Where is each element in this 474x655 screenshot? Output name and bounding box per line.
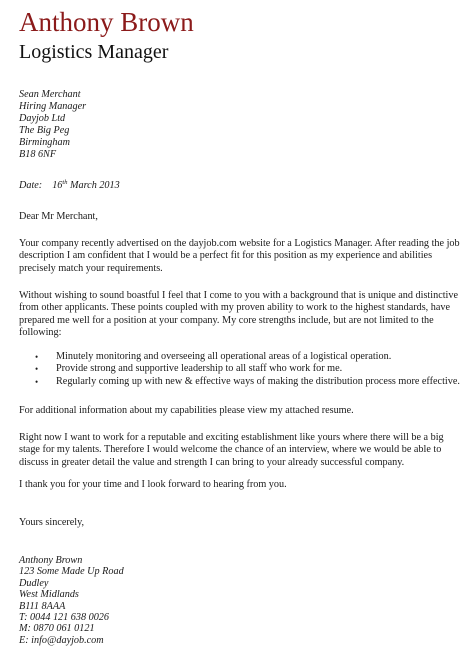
date-month-year: March 2013: [67, 180, 120, 191]
sender-details: [19, 555, 124, 646]
date-day: 16: [52, 180, 63, 191]
paragraph-strengths: [19, 290, 463, 340]
recipient-line: Sean Merchant: [19, 89, 81, 100]
paragraph-line: Without wishing to sound boastful I feel that I come to you with a background that is unique and distinctive: [19, 290, 458, 301]
paragraph-resume: [19, 405, 463, 417]
sender-line: T: 0044 121 638 0026: [19, 612, 109, 624]
list-item: [19, 351, 460, 363]
recipient-line: B18 6NF: [19, 149, 57, 160]
date-label: Date:: [19, 180, 43, 191]
closing: Yours sincerely,: [19, 517, 85, 528]
list-item: [19, 363, 460, 375]
sender-line: B111 8AAA: [19, 600, 66, 612]
recipient-line: Birmingham: [19, 137, 70, 148]
recipient-line: The Big Peg: [19, 125, 70, 136]
letter-date: [19, 177, 120, 192]
paragraph-line: Your company recently advertised on the dayjob.com website for a Logistics Manager. After reading the job: [19, 238, 460, 249]
list-item: [19, 376, 460, 388]
paragraph-line: precisely match your requirements.: [19, 262, 163, 274]
sender-line: E: info@dayjob.com: [19, 634, 104, 646]
paragraph-line: I thank you for your time and I look forward to hearing from you.: [19, 479, 287, 490]
paragraph-line: For additional information about my capabilities please view my attached resume.: [19, 405, 354, 416]
paragraph-thanks: [19, 479, 463, 491]
bullet-icon: •: [35, 376, 39, 387]
paragraph-line: Right now I want to work for a reputable and exciting establishment like yours where there will be a big: [19, 432, 444, 443]
recipient-line: Dayjob Ltd: [19, 113, 66, 124]
applicant-name: Anthony Brown: [19, 7, 194, 37]
strengths-list: [19, 351, 460, 388]
date-suffix: th: [62, 179, 68, 186]
sender-line: M: 0870 061 0121: [19, 623, 95, 635]
sender-line: 123 Some Made Up Road: [19, 566, 124, 578]
recipient-line: Hiring Manager: [19, 101, 87, 112]
paragraph-line: stage for my talents. Therefore I would welcome the chance of an interview, where we would be able to: [19, 444, 442, 456]
list-item-text: Provide strong and supportive leadership to all staff who work for me.: [56, 363, 343, 375]
sender-line: Anthony Brown: [19, 555, 83, 566]
sender-line: Dudley: [19, 577, 49, 589]
salutation: Dear Mr Merchant,: [19, 211, 98, 222]
list-item-text: Minutely monitoring and overseeing all operational areas of a logistical operation.: [56, 351, 392, 362]
paragraph-line: description I am confident that I would be a perfect fit for this position as my experience and abilities: [19, 250, 433, 262]
paragraph-line: prepared me well for a position at your company. My core strengths include, but are not limited to the: [19, 314, 434, 326]
paragraph-line: following:: [19, 327, 62, 339]
applicant-role: Logistics Manager: [19, 41, 169, 63]
list-item-text: Regularly coming up with new & effective ways of making the distribution process more effective.: [56, 375, 460, 387]
paragraph-intro: [19, 238, 463, 275]
bullet-icon: •: [35, 364, 39, 375]
paragraph-interview: [19, 432, 463, 469]
paragraph-line: discuss in greater detail the value and strength I can bring to your already successful company.: [19, 456, 405, 468]
paragraph-line: from other applicants. These points coupled with my proven ability to work to the highest standards, have: [19, 302, 450, 314]
recipient-address: [19, 89, 86, 161]
bullet-icon: •: [35, 352, 39, 362]
sender-line: West Midlands: [19, 589, 79, 601]
